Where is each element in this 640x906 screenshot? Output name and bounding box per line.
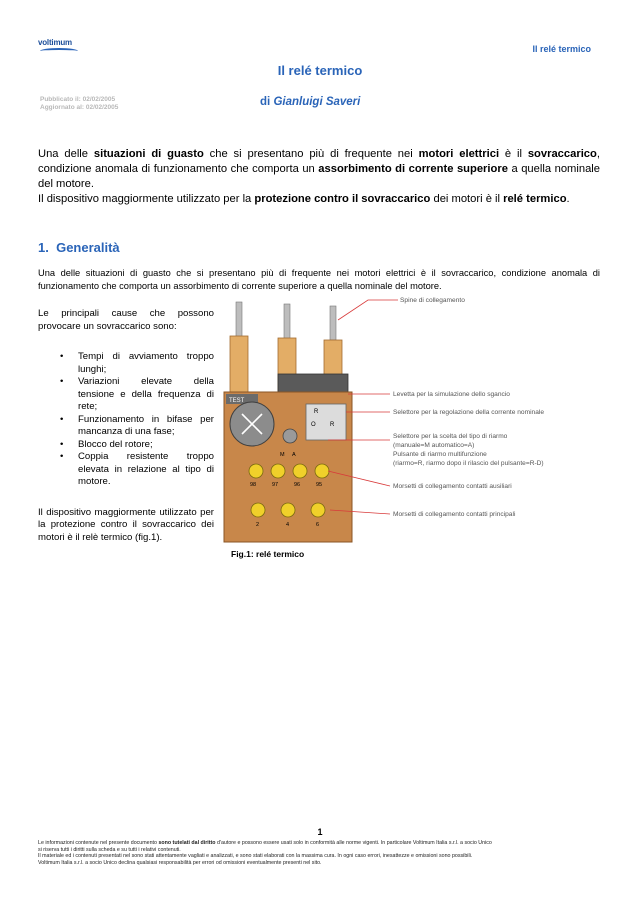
intro-bold: motori elettrici	[418, 148, 500, 160]
svg-text:96: 96	[294, 482, 301, 488]
list-item: • Tempi di avviamento troppo lunghi;	[60, 351, 214, 375]
intro-text: dei motori è il	[430, 193, 504, 205]
label-aux-terminals: Morsetti di collegamento contatti ausiliari	[393, 483, 512, 490]
page-number: 1	[317, 827, 323, 837]
label-button-modes: (riarmo=R, riarmo dopo il rilascio del pulsante=R-D)	[393, 460, 544, 467]
logo-swoosh-icon	[40, 48, 78, 54]
mark-r2: R	[330, 422, 335, 428]
voltimum-logo: voltimum	[38, 38, 80, 52]
svg-text:98: 98	[250, 482, 257, 488]
author-prefix: di	[260, 96, 271, 108]
label-reset-modes: (manuale=M automatico=A)	[393, 442, 475, 449]
test-label: TEST	[229, 398, 245, 404]
intro-bold: relé termico	[503, 193, 567, 205]
svg-text:95: 95	[316, 482, 323, 488]
intro-bold: assorbimento di corrente superiore	[318, 163, 508, 175]
thermal-relay-figure	[218, 296, 594, 546]
causes-column	[38, 308, 214, 544]
list-item: • Coppia resistente troppo elevata in relazione al tipo di motore.	[60, 451, 214, 487]
footer-disclaimer	[38, 840, 608, 866]
label-reset-selector: Selettore per la scelta del tipo di riarmo	[393, 433, 508, 440]
reset-button[interactable]	[283, 429, 297, 443]
intro-text: Una delle	[38, 148, 94, 160]
intro-bold: protezione contro il sovraccarico	[254, 193, 431, 205]
label-selector: Selettore per la regolazione della corrente nominale	[393, 409, 545, 416]
footer-line: Il materiale ed i contenuti presentati nel sono stati attentamente vagliati e analizzati, e sono stati elaborati con la massima cura. In ogni caso errori, inesattezze e omissioni sono possibili.	[38, 853, 473, 860]
causes-intro: Le principali cause che possono provocare un sovraccarico sono:	[38, 308, 214, 332]
mark-o: O	[311, 422, 316, 428]
mark-a: A	[292, 452, 296, 458]
section-title: Generalità	[56, 240, 120, 255]
section-heading	[38, 240, 120, 255]
intro-text: Il dispositivo maggiormente utilizzato per la	[38, 193, 255, 205]
intro-text: a quella nominale del motore.	[38, 163, 600, 190]
svg-text:97: 97	[272, 482, 279, 488]
list-item: • Blocco del rotore;	[60, 438, 153, 450]
intro-paragraph	[38, 147, 600, 207]
footer-line: si riserva tutti i diritti sulla scheda e su tutti i relativi contenuti.	[38, 846, 181, 853]
mark-r: R	[314, 409, 319, 415]
intro-bold: sovraccarico	[527, 148, 597, 160]
intro-bold: situazioni di guasto	[93, 148, 204, 160]
list-item: • Funzionamento in bifase per mancanza di una fase;	[60, 413, 214, 437]
intro-text: è il	[499, 148, 528, 160]
bullet-icon: •	[60, 438, 64, 450]
bullet-icon: •	[60, 451, 64, 462]
svg-text:2: 2	[256, 522, 260, 528]
footer-line: Le informazioni contenute nel presente documento sono tutelati dal diritto d'autore e possono essere usati solo in conformità alle norme vigenti. In particolare Voltimum Italia s.r.l. a socio Unico	[38, 840, 492, 846]
intro-text: che si presentano più di frequente nei	[203, 148, 419, 160]
list-item: • Variazioni elevate della tensione e della frequenza di rete;	[60, 376, 214, 412]
causes-list	[38, 351, 214, 489]
label-lever: Levetta per la simulazione dello sgancio	[393, 391, 510, 398]
author-name: Gianluigi Saveri	[273, 96, 361, 108]
running-title: Il relé termico	[532, 44, 591, 54]
bullet-icon: •	[60, 413, 64, 425]
section-paragraph: Una delle situazioni di guasto che si presentano più di frequente nei motori elettrici è il sovraccarico, condizione anomala di funzionamento che comporta un assorbimento di corrente superiore a quella nominale del motore.	[38, 268, 600, 291]
figure-caption: Fig.1: relé termico	[231, 549, 305, 559]
page-title: Il relé termico	[277, 63, 363, 78]
section-number: 1.	[38, 240, 49, 255]
published-date: Pubblicato il: 02/02/2005	[40, 96, 116, 103]
bullet-icon: •	[60, 376, 64, 387]
footer-line: Voltimum Italia s.r.l. a socio Unico declina qualsiasi responsabilità per errori od omissioni eventualmente presenti nel sito.	[38, 859, 322, 866]
label-button: Pulsante di riarmo multifunzione	[393, 451, 487, 458]
intro-text: .	[566, 193, 570, 205]
author-line	[260, 96, 360, 108]
publication-dates	[40, 96, 118, 112]
intro-text: , condizione anomala di funzionamento che comporta un	[38, 148, 600, 175]
label-main-terminals: Morsetti di collegamento contatti principali	[393, 511, 516, 518]
label-pins: Spine di collegamento	[400, 297, 465, 304]
svg-text:6: 6	[316, 522, 320, 528]
bullet-icon: •	[60, 351, 64, 362]
updated-date: Aggiornato al: 02/02/2005	[40, 104, 119, 111]
mark-m: M	[280, 452, 285, 458]
svg-text:4: 4	[286, 522, 290, 528]
closing-paragraph: Il dispositivo maggiormente utilizzato per la protezione contro il sovraccarico dei motori è il relè termico (fig.1).	[38, 506, 214, 543]
